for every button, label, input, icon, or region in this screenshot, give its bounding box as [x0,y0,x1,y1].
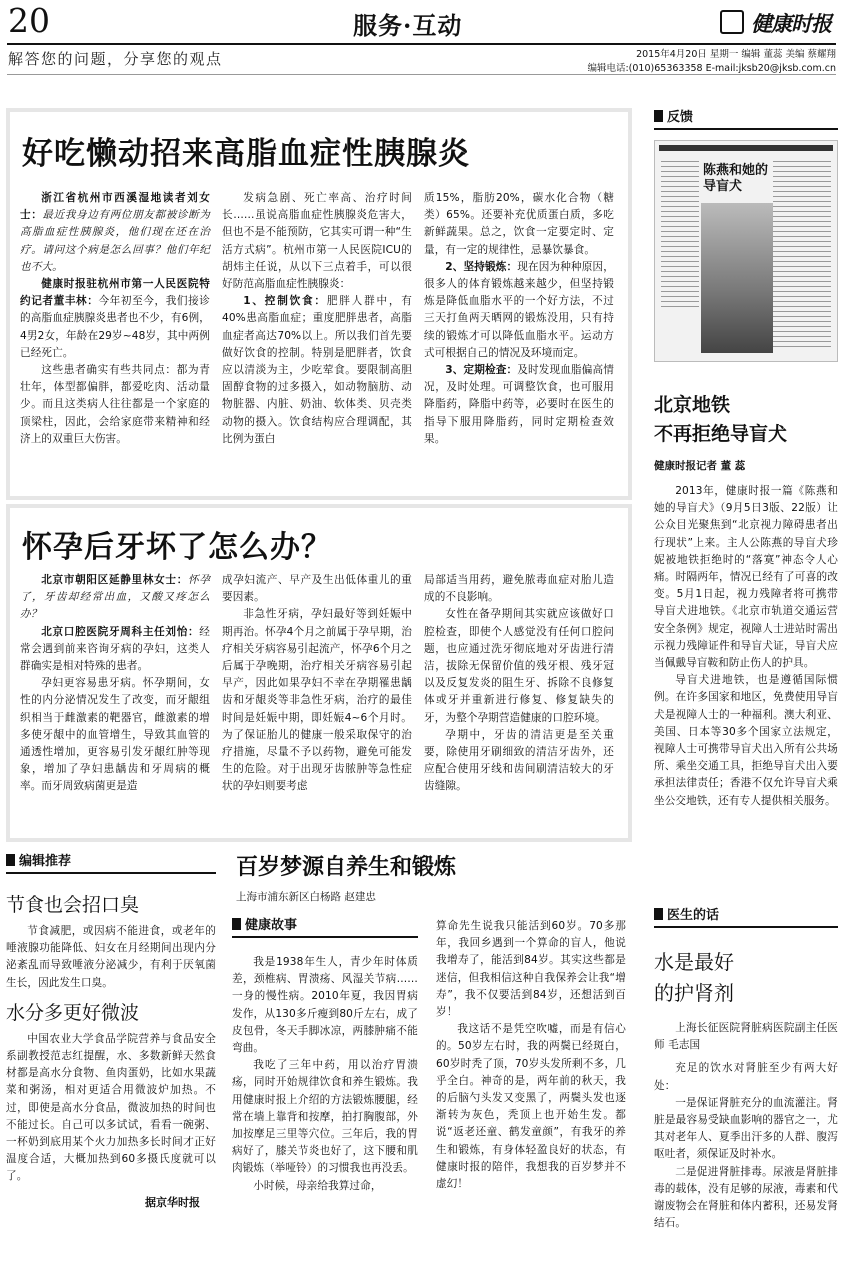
pick1-body: 节食减肥，或因病不能进食，或老年的唾液腺功能降低、妇女在月经期间出现内分泌紊乱而导致唾液分泌减少，有利于厌氧菌生长，因此发生口臭。 [6,925,216,989]
paragraph: 及时发现血脂偏高情况，及时处理。可调整饮食，也可服用降脂药，降脂中药等，必要时在医生的指导下服用降脂药，同时定期检查效果。 [424,364,615,445]
story-byline: 上海市浦东新区白杨路 赵建忠 [236,891,376,903]
page-number: 20 [8,1,50,40]
logo-text: 健康时报 [751,11,832,36]
paragraph: 孕妇更容易患牙病。怀孕期间，女性的内分泌情况发生了改变，而牙龈组织相当于雌激素的靶器官，雌激素的增多使牙龈中的血管增生，导致其血管的通透性增加，更容易引发牙龈红肿等现象，增加了孕妇患龋齿和牙周病的概率。而牙周致病菌更是造 [20,677,210,793]
slogan: 解答您的问题，分享您的观点 [8,50,223,68]
feedback-headline-1: 北京地铁 [654,394,731,416]
reader-question: 怀孕了，牙齿却经常出血，又酸又疼怎么办？ [20,574,210,621]
article-pregnancy-teeth [6,504,632,842]
section-square-icon [654,110,663,122]
paragraph: 成孕妇流产、早产及生出低体重儿的重要因素。 [222,574,412,604]
contact-line: 编辑电话:(010)65363358 E-mail:jksb20@jksb.com.cn [587,63,836,74]
section-square-icon [654,908,663,920]
story-col1 [232,954,418,1195]
reader-question-lead: 北京市朝阳区延静里林女士： [41,574,188,586]
reader-question: 最近我身边有两位朋友都被诊断为高脂血症性胰腺炎，他们现在还在治疗。请问这个病是怎么回事？他们年纪也不大。 [20,209,211,273]
section-title: 服务·互动 [353,11,463,40]
doctor-label: 医生的话 [654,904,838,928]
paragraph: 局部适当用药，避免脓毒血症对胎儿造成的不良影响。 [424,574,614,604]
header-sub-rule [7,74,836,75]
article1-col2 [222,190,412,448]
paragraph: 今年初至今，我们接诊的高脂血症胰腺炎患者也不少，有6例，4男2女，年龄在29岁~48岁，其中两例已经死亡。 [20,295,211,359]
header-rule [7,43,836,45]
paragraph: 质15%，脂肪20%，碳水化合物（糖类）65%。还要补充优质蛋白质，多吃新鲜蔬果。总之，饮食一定要定时、定量，有一定的规律性，忌暴饮暴食。 [424,192,614,256]
thumb-text-column [661,161,699,311]
doctor-byline: 上海长征医院肾脏病医院副主任医师 毛志国 [654,1022,838,1052]
paragraph: 算命先生说我只能活到60岁。70多那年，我回乡遇到一个算命的盲人，他说我增寿了，能活到84岁。其实这些都是迷信，但我相信这种自我保养会让我“增寿”，我不仅要活到84岁，还想活到百岁！ [436,920,626,1019]
paragraph: 小时候，母亲给我算过命， [253,1179,382,1192]
paragraph: 非急性牙病，孕妇最好等到妊娠中期再治。怀孕4个月之前属于孕早期，治疗相关牙病容易引起流产，怀孕6个月之后属于孕晚期，治疗相关牙病容易引起早产，因此如果孕妇不幸在孕期罹患龋齿和牙龈炎等非急性牙病，治疗的最佳时间是妊娠中期，即妊娠4~6个月时。为了保证胎儿的健康一般采取保守的治疗措施，尽量不予以药物，避免可能发生的危险。对于出现牙齿脓肿等急性症状的孕妇则要考虑 [222,608,412,793]
paragraph: 现在因为种种原因，很多人的体育锻炼越来越少，但坚持锻炼是降低血脂水平的一个好方法，不过三天打鱼两天晒网的锻炼没用，只有持续的锻炼才可以降低血脂水平。运动方式可根据自己的情况及环境而定。 [424,260,615,359]
paragraph: 经常会遇到前来咨询牙病的孕妇，这类人群确实是相对特殊的患者。 [20,625,210,673]
paragraph: 我吃了三年中药，用以治疗胃溃疡，同时开始规律饮食和养生锻炼。我用健康时报上介绍的方法锻炼腰腿，经常在墙上靠背和按摩，拍打胸腹部，外加按摩足三里等穴位。三年后，我的胃病好了，膝关节炎也好了，这下腰和肌肉锻炼（举哑铃）的习惯我也再没丢。 [232,1059,418,1175]
paragraph: 这些患者确实有些共同点：都为青壮年，体型都偏胖，都爱吃肉、活动量少。而且这类病人往往都是一个家庭的顶梁柱，因此，会给家庭带来精神和经济上的双重巨大伤害。 [20,364,210,445]
feedback-section [654,106,838,810]
story-section-label: 健康故事 [232,914,418,938]
guide-dog-photo [701,203,773,353]
story-col2 [436,918,626,1193]
doctor-headline-2: 的护肾剂 [654,981,734,1005]
feedback-label: 反馈 [654,106,838,130]
editor-picks-label: 编辑推荐 [6,850,216,874]
tip-3-lead: 3、定期检查： [445,364,518,377]
article2-col1 [20,572,210,796]
thumb-masthead-strip [659,145,833,151]
health-story [232,850,632,1280]
doctor-answer-lead: 北京口腔医院牙周科主任刘怡： [41,625,200,638]
tip-1-lead: 1、控制饮食： [243,295,327,308]
article1-headline: 好吃懒动招来高脂血症性胰腺炎 [22,136,470,172]
masthead-logo [720,8,831,38]
feedback-byline: 健康时报记者 董 蕊 [654,460,746,472]
doctor-section [654,904,838,1232]
paragraph: 充足的饮水对肾脏至少有两大好处： [654,1062,838,1092]
feedback-thumbnail [654,140,838,362]
article1-col3 [424,190,614,448]
thumb-text-column [773,161,831,351]
pick2-title: 水分多更好微波 [6,1001,140,1024]
feedback-body [654,483,838,810]
paragraph: 女性在备孕期间其实就应该做好口腔检查，即使个人感觉没有任何口腔问题，也应通过洗牙彻底地对牙齿进行清洁，拔除无保留价值的残牙根、残牙冠以及反复发炎的阻生牙、拆除不良修复体或牙并重新进行修复、修复缺失的牙，为整个孕期营造健康的口腔环境。 [424,608,614,724]
article1-col1 [20,190,210,448]
doctor-body [654,1060,838,1232]
pick2-body: 中国农业大学食品学院营养与食品安全系副教授范志红提醒，水、多数新鲜天然食材都是高水分食物、鱼肉蛋奶，比如水果蔬菜和粥汤，相对更适合用微波炉加热。不过，即使是高水分食品，微波加热的时间也不能过长。自己可以多试试，看看一碗粥、一杯奶到底用某个火力加热多长时间才正好温度合适，大概加热到60多摄氏度就可以了。 [6,1032,216,1183]
article2-headline: 怀孕后牙坏了怎么办？ [22,530,332,565]
paragraph: 导盲犬进地铁，也是遵循国际惯例。在许多国家和地区，免费使用导盲犬是视障人士的一种福利。澳大利亚、美国、日本等30多个国家立法规定，视障人士可携带导盲犬出入所有公共场所、乘坐交通工具，拒绝导盲犬出入要承担法律责任；香港不仅允许导盲犬乘坐公交地铁，还有专人提供相关服务。 [654,674,838,807]
paragraph: 一是保证肾脏充分的血流灌注。肾脏是最容易受缺血影响的器官之一，尤其对老年人、夏季出汗多的人群、腹泻呕吐者，须保证及时补水。 [654,1096,838,1161]
section-square-icon [6,854,15,866]
paragraph: 孕期中，牙齿的清洁更是至关重要，除使用牙刷细致的清洁牙齿外，还应配合使用牙线和齿间刷清洁较大的牙齿缝隙。 [424,728,614,793]
paragraph: 发病急剧、死亡率高、治疗时间长……虽说高脂血症性胰腺炎危害大，但也不是不能预防，它其实可谓一种“生活方式病”。杭州市第一人民医院ICU的胡炜主任说，从以下三点着手，可以很好防范高脂血症性胰腺炎： [222,192,412,291]
section-square-icon [232,918,241,930]
paragraph: 我是1938年生人，青少年时体质差，颈椎病、胃溃疡、风湿关节病……一身的慢性病。2010年夏，我因胃病发作，从130多斤瘦到80斤左右，成了皮包骨，冬天手脚冰凉，两膝肿痛不能弯曲。 [232,956,418,1055]
thumb-caption: 陈燕和她的导盲犬 [703,163,769,194]
paragraph: 2013年，健康时报一篇《陈燕和她的导盲犬》（9月5日3版、22版）让公众目光聚焦到“北京视力障碍患者出行现状”上来。主人公陈燕的导盲犬珍妮被地铁拒绝时的“落寞”神态令人心痛。时隔两年，情况已经有了可喜的改变。5月1日起，视力残障者将可携带导盲犬进地铁。《北京市轨道交通运营安全条例》规定，视障人士进站时需出示视力残障证件和导盲犬证，导盲犬应当佩戴导盲鞍和防止伤人的护具。 [654,485,838,670]
issue-line: 2015年4月20日 星期一 编辑 董蕊 美编 蔡耀翔 [636,49,836,60]
paragraph: 肥胖人群中，有40%患高脂血症；重度肥胖患者，高脂血症者高达70%以上。所以我们首先要做好饮食的控制。特别是肥胖者，饮食应以清淡为主，少吃荤食。要限制高胆固醇食物的过多摄入，如动物脑肪、动物脏器、内脏、奶油、软体类、贝壳类动物的摄入。饮食结构应合理调配，其比例为蛋白 [222,295,412,445]
logo-mark-icon [720,10,744,34]
story-headline: 百岁梦源自养生和锻炼 [236,855,457,880]
reporter-answer-lead: 健康时报驻杭州市第一人民医院特约记者董丰林： [20,278,210,308]
pick1-title: 节食也会招口臭 [6,894,140,916]
paragraph: 二是促进肾脏排毒。尿液是肾脏排毒的载体，没有足够的尿液，毒素和代谢废物会在肾脏和体内蓄积，还易发肾结石。 [654,1165,838,1230]
reader-question-lead: 浙江省杭州市西溪湿地读者刘女士： [20,192,210,222]
article2-col2 [222,572,412,796]
article2-col3 [424,572,614,796]
editor-picks [6,850,216,1280]
paragraph: 我这话不是凭空吹嘘，而是有信心的。50岁左右时，我的两鬓已经斑白，60岁时秃了顶，70岁头发所剩不多，几乎全白。神奇的是，两年前的秋天，我的后脑勺头发又变黑了，两鬓头发也逐渐转为灰色，秃顶上也开始生发。都说“返老还童、鹤发童颜”，有我牙的养生和锻炼，有身体轻盈良好的状态，有健康时报的陪伴，我想我的百岁梦并不虚幻！ [436,1023,626,1191]
pick-source: 据京华时报 [145,1195,200,1209]
article-hyperlipidemia [6,108,632,500]
tip-2-lead: 2、坚持锻炼： [445,260,518,273]
doctor-headline-1: 水是最好 [654,950,734,974]
feedback-headline-2: 不再拒绝导盲犬 [654,423,788,445]
